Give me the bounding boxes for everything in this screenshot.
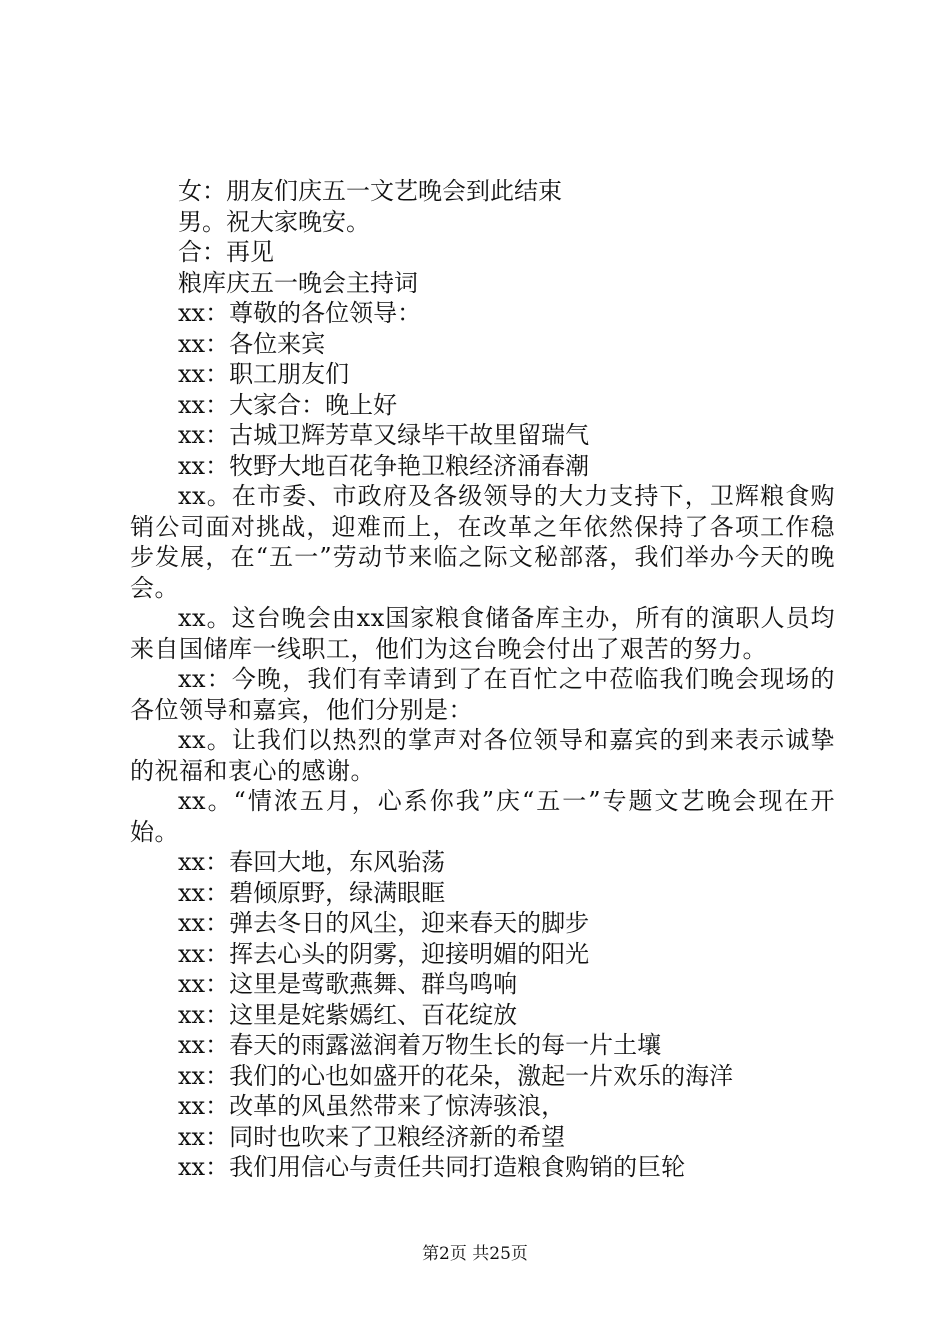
text-line: xx：大家合：晚上好 xyxy=(178,390,398,419)
text-line: xx：这里是莺歌燕舞、群鸟鸣响 xyxy=(178,970,518,998)
text-line: xx：牧野大地百花争艳卫粮经济涌春潮 xyxy=(178,451,590,480)
text-line: xx：春回大地，东风骀荡 xyxy=(178,848,446,876)
section-heading: 粮库庆五一晚会主持词 xyxy=(178,268,418,297)
document-body xyxy=(130,176,835,1183)
paragraph: xx。“情浓五月，心系你我”庆“五一”专题文艺晚会现在开始。 xyxy=(130,787,835,846)
text-line: xx：古城卫辉芳草又绿毕干故里留瑞气 xyxy=(178,421,590,449)
text-line: 女：朋友们庆五一文艺晚会到此结束 xyxy=(178,177,562,205)
text-line: xx：改革的风虽然带来了惊涛骇浪， xyxy=(178,1092,566,1120)
paragraph: xx。在市委、市政府及各级领导的大力支持下，卫辉粮食购销公司面对挑战，迎难而上，在改革之年依然保持了各项工作稳步发展，在“五一”劳动节来临之际文秘部落，我们举办今天的晚会。 xyxy=(130,482,835,602)
paragraph: xx。这台晚会由xx国家粮食储备库主办，所有的演职人员均来自国储库一线职工，他们为这台晚会付出了艰苦的努力。 xyxy=(130,604,835,663)
text-line: xx：职工朋友们 xyxy=(178,360,350,388)
paragraph: xx：今晚，我们有幸请到了在百忙之中莅临我们晚会现场的各位领导和嘉宾，他们分别是： xyxy=(130,665,835,724)
text-line: xx：尊敬的各位领导： xyxy=(178,299,422,327)
paragraph: xx。让我们以热烈的掌声对各位领导和嘉宾的到来表示诚挚的祝福和衷心的感谢。 xyxy=(130,726,835,785)
text-line: 男。祝大家晚安。 xyxy=(178,207,370,236)
text-line: xx：春天的雨露滋润着万物生长的每一片土壤 xyxy=(178,1031,662,1059)
text-line: xx：同时也吹来了卫粮经济新的希望 xyxy=(178,1122,566,1151)
text-line: xx：各位来宾 xyxy=(178,329,326,358)
text-line: xx：这里是姹紫嫣红、百花绽放 xyxy=(178,1000,518,1029)
text-line: 合：再见 xyxy=(178,238,274,266)
text-line: xx：我们的心也如盛开的花朵，激起一片欢乐的海洋 xyxy=(178,1061,734,1090)
page-footer: 第2页 共25页 xyxy=(422,1244,528,1264)
text-line: xx：我们用信心与责任共同打造粮食购销的巨轮 xyxy=(178,1153,686,1181)
text-line: xx：挥去心头的阴雾，迎接明媚的阳光 xyxy=(178,939,590,968)
text-line: xx：弹去冬日的风尘，迎来春天的脚步 xyxy=(178,909,590,937)
text-line: xx：碧倾原野，绿满眼眶 xyxy=(178,878,446,907)
